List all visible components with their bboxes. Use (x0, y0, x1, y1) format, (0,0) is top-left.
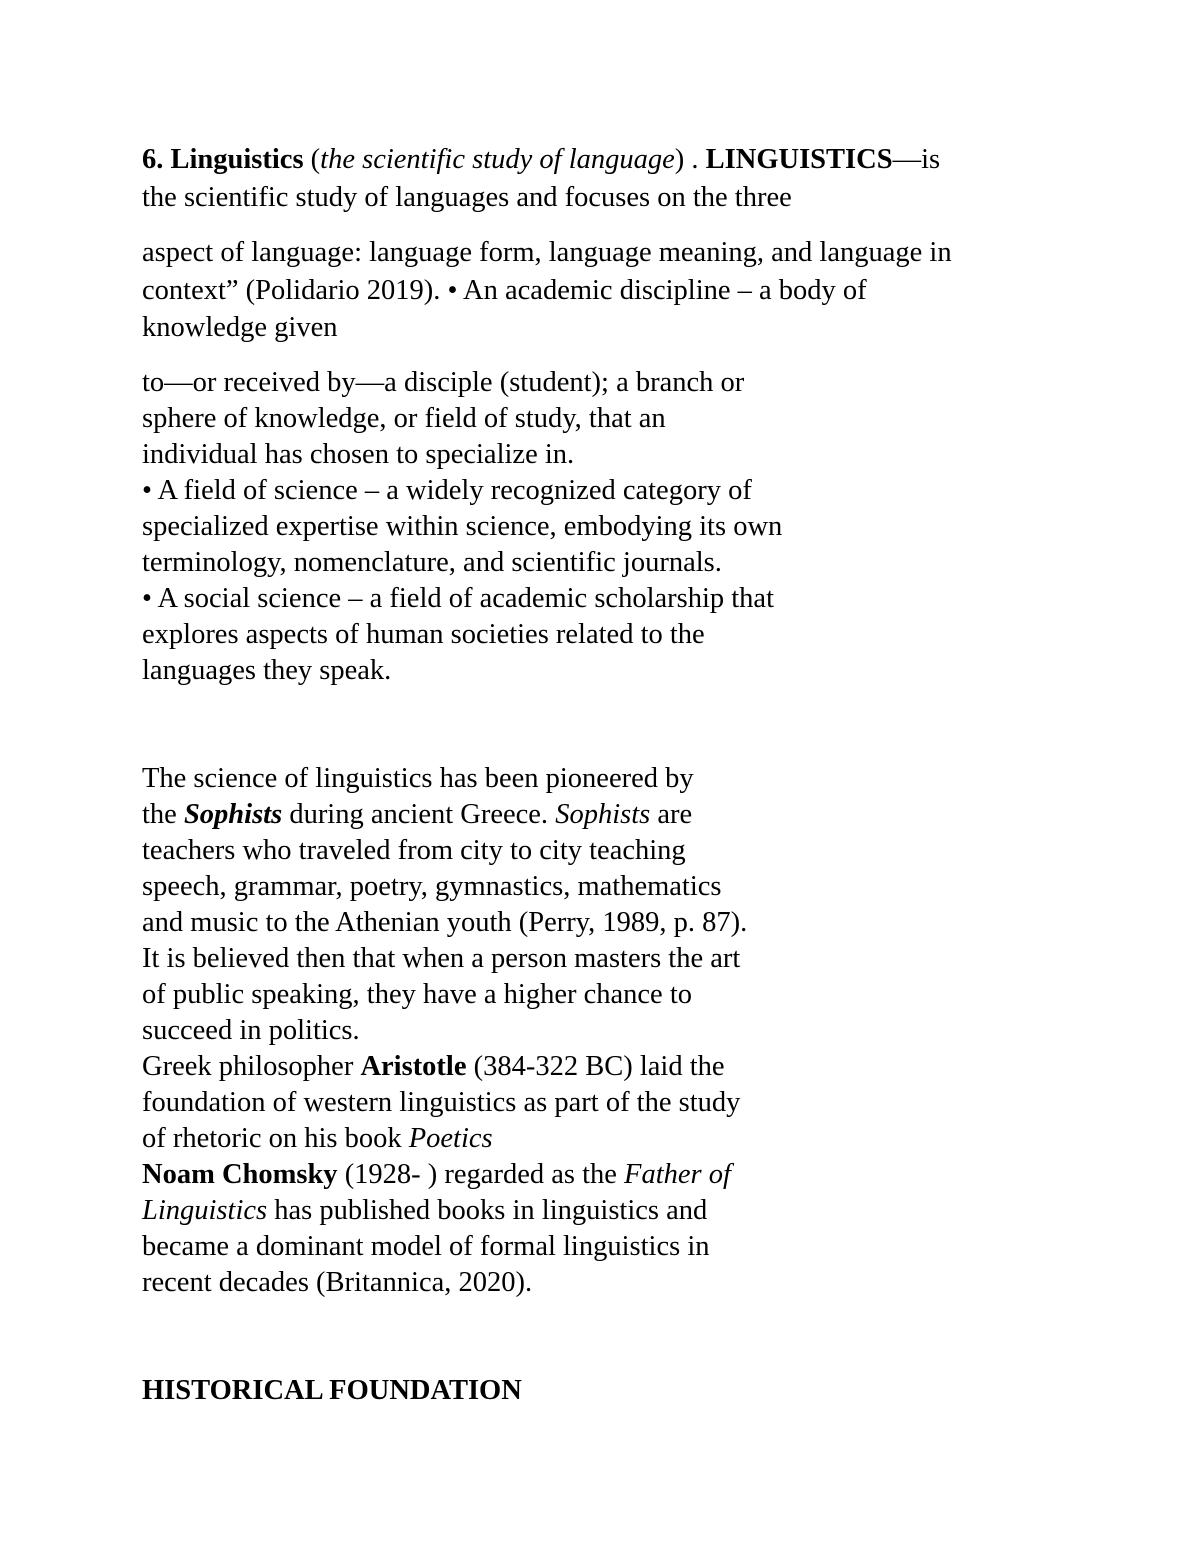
text-line: terminology, nomenclature, and scientific journals. (142, 547, 722, 578)
text-line: individual has chosen to specialize in. (142, 439, 575, 470)
text-line: teachers who traveled from city to city teaching (142, 835, 686, 866)
section-title: Linguistics (170, 144, 304, 175)
text-line: to—or received by—a disciple (student); a branch or (142, 367, 745, 398)
text-line: Linguistics has published books in linguistics and (142, 1195, 708, 1226)
linguistics-term: LINGUISTICS (705, 144, 893, 175)
text-line: and music to the Athenian youth (Perry, 1989, p. 87). (142, 907, 748, 938)
section-number: 6. (142, 144, 171, 175)
text-line: knowledge given (142, 312, 338, 343)
text-line: succeed in politics. (142, 1015, 360, 1046)
text-line: the scientific study of languages and focuses on the three (142, 182, 792, 213)
text-line: became a dominant model of formal linguistics in (142, 1231, 710, 1262)
text-line: the Sophists during ancient Greece. Sophists are (142, 799, 693, 830)
chomsky-name: Noam Chomsky (142, 1159, 338, 1190)
section-6-title-line: 6. Linguistics (the scientific study of language) . LINGUISTICS—is (142, 144, 941, 175)
text-line: Greek philosopher Aristotle (384-322 BC) laid the (142, 1051, 725, 1082)
text-line: explores aspects of human societies related to the (142, 619, 705, 650)
text-line: of rhetoric on his book Poetics (142, 1123, 493, 1154)
section-subtitle: the scientific study of language (320, 144, 675, 175)
text-line: specialized expertise within science, embodying its own (142, 511, 783, 542)
text-line: recent decades (Britannica, 2020). (142, 1267, 533, 1298)
text-line: of public speaking, they have a higher chance to (142, 979, 693, 1010)
text-line: Noam Chomsky (1928- ) regarded as the Father of (142, 1159, 731, 1190)
bullet-line: • A social science – a field of academic scholarship that (142, 583, 774, 614)
text-line: aspect of language: language form, language meaning, and language in (142, 237, 952, 268)
poetics-title: Poetics (408, 1123, 493, 1154)
sophists-term: Sophists (183, 799, 283, 830)
text-line: speech, grammar, poetry, gymnastics, mathematics (142, 871, 722, 902)
text-line: languages they speak. (142, 655, 392, 686)
text-line: foundation of western linguistics as part of the study (142, 1087, 741, 1118)
sophists-term-italic: Sophists (555, 799, 651, 830)
aristotle-name: Aristotle (360, 1051, 467, 1082)
section-heading: HISTORICAL FOUNDATION (142, 1375, 522, 1406)
text-line: The science of linguistics has been pioneered by (142, 763, 694, 794)
text-line: context” (Polidario 2019). • An academic discipline – a body of (142, 275, 867, 306)
bullet-line: • A field of science – a widely recognized category of (142, 475, 752, 506)
text-line: It is believed then that when a person masters the art (142, 943, 741, 974)
text-line: sphere of knowledge, or field of study, that an (142, 403, 666, 434)
